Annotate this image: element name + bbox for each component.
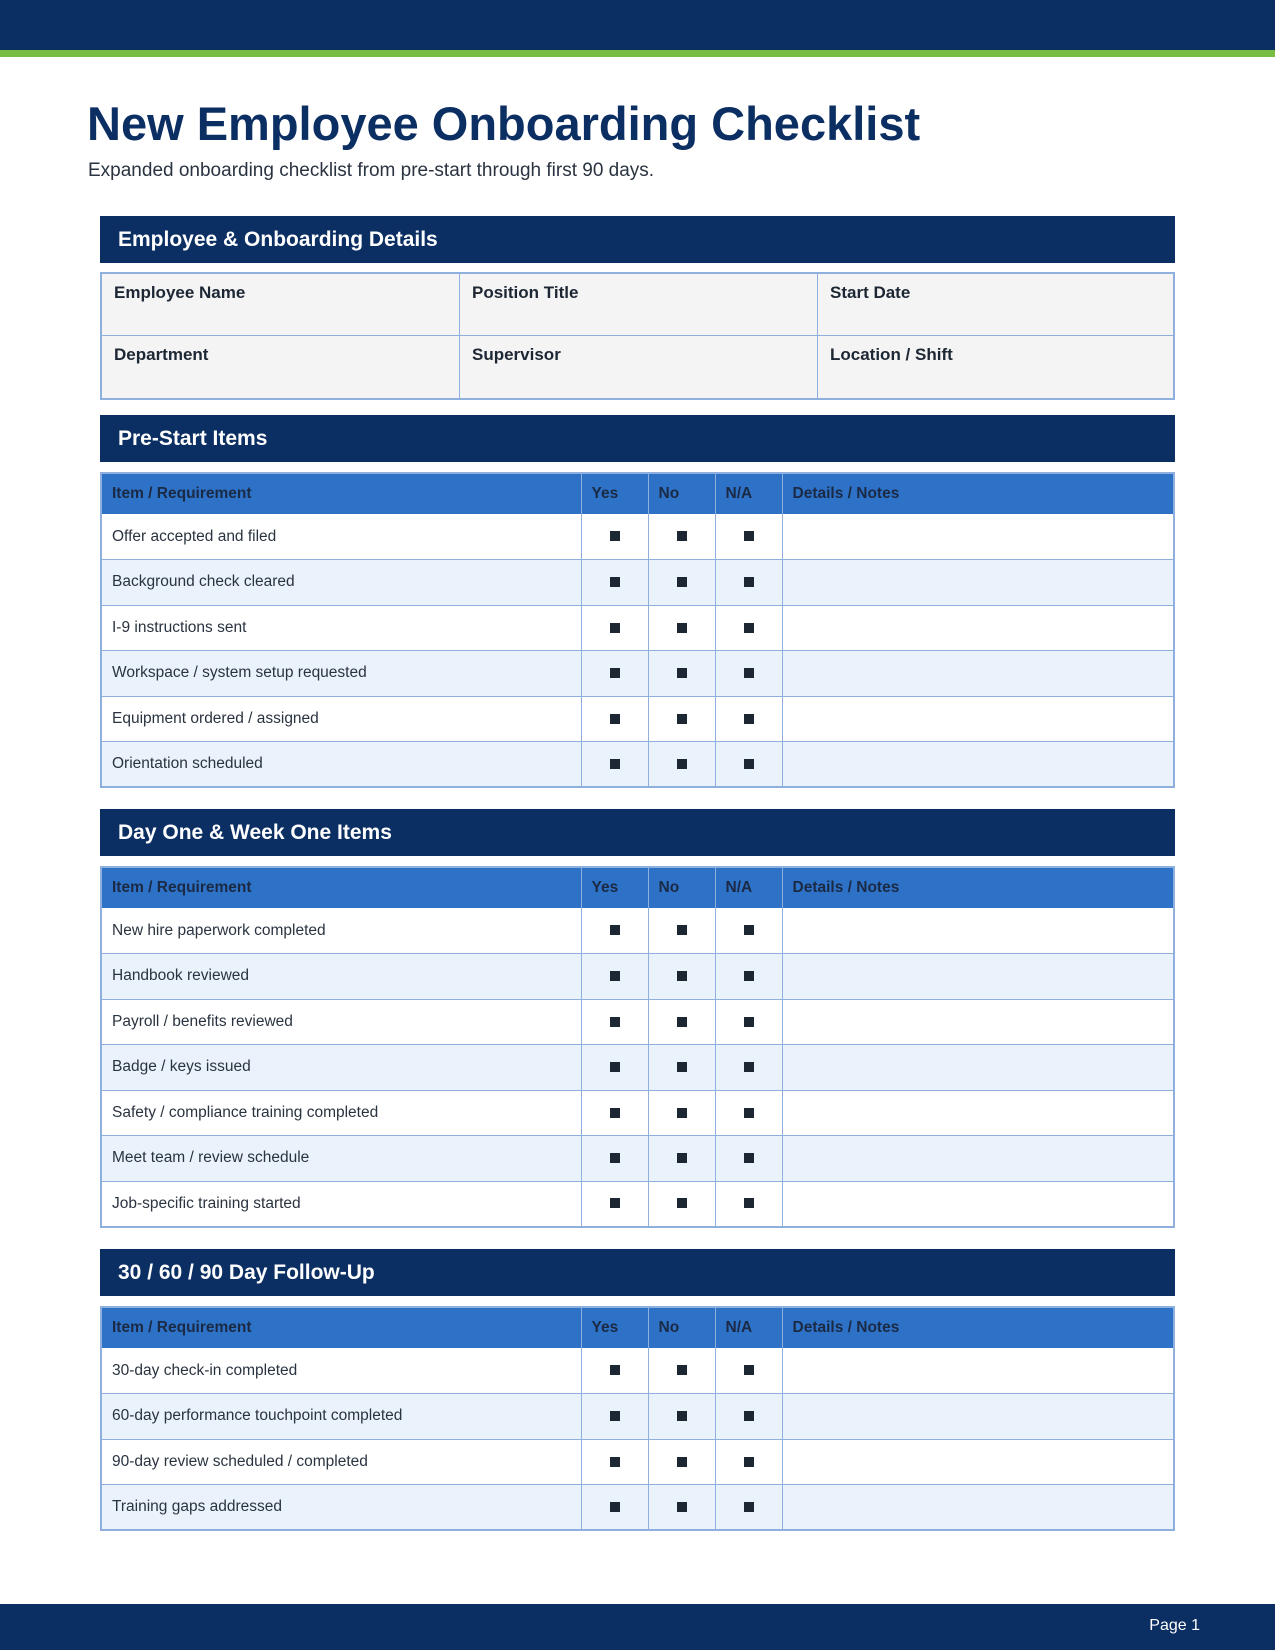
no-cell bbox=[648, 1348, 715, 1394]
na-cell bbox=[715, 696, 782, 742]
table-row bbox=[101, 605, 1174, 651]
item-cell bbox=[101, 1136, 581, 1182]
notes-field[interactable] bbox=[782, 1045, 1174, 1091]
yes-checkbox[interactable] bbox=[610, 1411, 620, 1421]
column-header-yes: Yes bbox=[581, 473, 648, 514]
yes-cell bbox=[581, 605, 648, 651]
yes-checkbox[interactable] bbox=[610, 1365, 620, 1375]
yes-checkbox[interactable] bbox=[610, 1502, 620, 1512]
yes-checkbox[interactable] bbox=[610, 971, 620, 981]
item-cell bbox=[101, 954, 581, 1000]
table-row bbox=[101, 1394, 1174, 1440]
no-cell bbox=[648, 605, 715, 651]
item-cell bbox=[101, 1485, 581, 1531]
yes-checkbox[interactable] bbox=[610, 1062, 620, 1072]
na-checkbox[interactable] bbox=[744, 577, 754, 587]
item-cell bbox=[101, 514, 581, 560]
page-subtitle: Expanded onboarding checklist from pre-start through first 90 days. bbox=[88, 160, 655, 181]
item-label: Equipment ordered / assigned bbox=[112, 709, 319, 727]
section-header-2: Day One & Week One Items bbox=[100, 809, 1175, 856]
section-header-1: Pre-Start Items bbox=[100, 415, 1175, 462]
notes-field[interactable] bbox=[782, 1136, 1174, 1182]
checklist-table-3 bbox=[100, 1306, 1175, 1531]
item-cell bbox=[101, 651, 581, 697]
item-cell bbox=[101, 1348, 581, 1394]
item-cell bbox=[101, 560, 581, 606]
yes-cell bbox=[581, 1394, 648, 1440]
yes-cell bbox=[581, 1136, 648, 1182]
na-checkbox[interactable] bbox=[744, 1457, 754, 1467]
na-cell bbox=[715, 1136, 782, 1182]
no-cell bbox=[648, 1439, 715, 1485]
no-checkbox[interactable] bbox=[677, 668, 687, 678]
notes-field[interactable] bbox=[782, 1348, 1174, 1394]
item-cell bbox=[101, 1045, 581, 1091]
item-label: Background check cleared bbox=[112, 573, 295, 591]
notes-field[interactable] bbox=[782, 560, 1174, 606]
table-row bbox=[101, 742, 1174, 788]
na-checkbox[interactable] bbox=[744, 623, 754, 633]
no-checkbox[interactable] bbox=[677, 1411, 687, 1421]
yes-checkbox[interactable] bbox=[610, 759, 620, 769]
no-cell bbox=[648, 514, 715, 560]
na-checkbox[interactable] bbox=[744, 925, 754, 935]
column-header-notes: Details / Notes bbox=[782, 867, 1174, 908]
no-cell bbox=[648, 1090, 715, 1136]
no-checkbox[interactable] bbox=[677, 1365, 687, 1375]
table-row bbox=[101, 1439, 1174, 1485]
notes-field[interactable] bbox=[782, 999, 1174, 1045]
page-title: New Employee Onboarding Checklist bbox=[87, 97, 921, 150]
field-start-date[interactable]: Start Date bbox=[818, 274, 1173, 336]
checklist-table-2 bbox=[100, 866, 1175, 1228]
na-checkbox[interactable] bbox=[744, 714, 754, 724]
item-label: Workspace / system setup requested bbox=[112, 664, 367, 682]
yes-cell bbox=[581, 742, 648, 788]
item-cell bbox=[101, 1181, 581, 1227]
yes-cell bbox=[581, 954, 648, 1000]
yes-cell bbox=[581, 1348, 648, 1394]
yes-cell bbox=[581, 514, 648, 560]
item-cell bbox=[101, 908, 581, 954]
yes-checkbox[interactable] bbox=[610, 714, 620, 724]
yes-cell bbox=[581, 651, 648, 697]
top-banner bbox=[0, 0, 1275, 50]
no-cell bbox=[648, 1045, 715, 1091]
notes-field[interactable] bbox=[782, 1394, 1174, 1440]
page-number: Page 1 bbox=[1149, 1617, 1200, 1634]
notes-field[interactable] bbox=[782, 514, 1174, 560]
item-label: Safety / compliance training completed bbox=[112, 1103, 379, 1121]
yes-checkbox[interactable] bbox=[610, 1198, 620, 1208]
na-checkbox[interactable] bbox=[744, 1365, 754, 1375]
table-row bbox=[101, 1136, 1174, 1182]
no-checkbox[interactable] bbox=[677, 1017, 687, 1027]
notes-field[interactable] bbox=[782, 1090, 1174, 1136]
na-cell bbox=[715, 1394, 782, 1440]
no-checkbox[interactable] bbox=[677, 1062, 687, 1072]
item-label: Orientation scheduled bbox=[112, 755, 263, 772]
item-label: Badge / keys issued bbox=[112, 1058, 251, 1076]
item-cell bbox=[101, 696, 581, 742]
column-header-no: No bbox=[648, 867, 715, 908]
item-label: Payroll / benefits reviewed bbox=[112, 1012, 293, 1030]
table-row bbox=[101, 696, 1174, 742]
column-header-na: N/A bbox=[715, 1307, 782, 1348]
no-cell bbox=[648, 999, 715, 1045]
na-checkbox[interactable] bbox=[744, 1411, 754, 1421]
section-header-3: 30 / 60 / 90 Day Follow-Up bbox=[100, 1249, 1175, 1296]
notes-field[interactable] bbox=[782, 908, 1174, 954]
yes-cell bbox=[581, 560, 648, 606]
yes-checkbox[interactable] bbox=[610, 623, 620, 633]
na-checkbox[interactable] bbox=[744, 971, 754, 981]
item-cell bbox=[101, 742, 581, 788]
item-cell bbox=[101, 1090, 581, 1136]
field-position-title[interactable]: Position Title bbox=[460, 274, 818, 336]
field-employee-name[interactable]: Employee Name bbox=[102, 274, 460, 336]
item-cell bbox=[101, 1439, 581, 1485]
na-checkbox[interactable] bbox=[744, 759, 754, 769]
table-row bbox=[101, 560, 1174, 606]
na-cell bbox=[715, 1181, 782, 1227]
no-cell bbox=[648, 1485, 715, 1531]
no-checkbox[interactable] bbox=[677, 759, 687, 769]
yes-checkbox[interactable] bbox=[610, 531, 620, 541]
column-header-yes: Yes bbox=[581, 1307, 648, 1348]
yes-checkbox[interactable] bbox=[610, 1457, 620, 1467]
na-checkbox[interactable] bbox=[744, 1062, 754, 1072]
column-header-notes: Details / Notes bbox=[782, 1307, 1174, 1348]
yes-cell bbox=[581, 1485, 648, 1531]
yes-checkbox[interactable] bbox=[610, 668, 620, 678]
no-cell bbox=[648, 1181, 715, 1227]
no-cell bbox=[648, 954, 715, 1000]
no-checkbox[interactable] bbox=[677, 1108, 687, 1118]
no-checkbox[interactable] bbox=[677, 577, 687, 587]
na-cell bbox=[715, 1485, 782, 1531]
field-department[interactable]: Department bbox=[102, 336, 460, 398]
na-checkbox[interactable] bbox=[744, 1017, 754, 1027]
yes-cell bbox=[581, 999, 648, 1045]
no-checkbox[interactable] bbox=[677, 1153, 687, 1163]
na-cell bbox=[715, 954, 782, 1000]
na-cell bbox=[715, 651, 782, 697]
table-row bbox=[101, 1181, 1174, 1227]
item-cell bbox=[101, 999, 581, 1045]
table-row bbox=[101, 1348, 1174, 1394]
no-checkbox[interactable] bbox=[677, 971, 687, 981]
na-checkbox[interactable] bbox=[744, 1108, 754, 1118]
na-checkbox[interactable] bbox=[744, 668, 754, 678]
table-row bbox=[101, 954, 1174, 1000]
na-cell bbox=[715, 1090, 782, 1136]
column-header-item: Item / Requirement bbox=[101, 473, 581, 514]
yes-checkbox[interactable] bbox=[610, 1108, 620, 1118]
no-cell bbox=[648, 908, 715, 954]
table-row bbox=[101, 514, 1174, 560]
no-checkbox[interactable] bbox=[677, 1502, 687, 1512]
item-label: Meet team / review schedule bbox=[112, 1149, 310, 1167]
no-checkbox[interactable] bbox=[677, 1457, 687, 1467]
yes-cell bbox=[581, 1090, 648, 1136]
field-supervisor[interactable]: Supervisor bbox=[460, 336, 818, 398]
footer-banner bbox=[0, 1604, 1275, 1650]
details-grid bbox=[100, 272, 1175, 400]
item-label: Job-specific training started bbox=[112, 1194, 301, 1212]
item-label: Offer accepted and filed bbox=[112, 527, 277, 545]
table-row bbox=[101, 908, 1174, 954]
item-label: 60-day performance touchpoint completed bbox=[112, 1407, 403, 1425]
notes-field[interactable] bbox=[782, 1485, 1174, 1531]
no-cell bbox=[648, 1136, 715, 1182]
yes-checkbox[interactable] bbox=[610, 925, 620, 935]
column-header-notes: Details / Notes bbox=[782, 473, 1174, 514]
notes-field[interactable] bbox=[782, 605, 1174, 651]
column-header-item: Item / Requirement bbox=[101, 867, 581, 908]
table-row bbox=[101, 999, 1174, 1045]
notes-field[interactable] bbox=[782, 742, 1174, 788]
notes-field[interactable] bbox=[782, 1181, 1174, 1227]
na-cell bbox=[715, 742, 782, 788]
top-accent-stripe bbox=[0, 50, 1275, 57]
column-header-yes: Yes bbox=[581, 867, 648, 908]
item-label: I-9 instructions sent bbox=[112, 618, 247, 636]
no-checkbox[interactable] bbox=[677, 925, 687, 935]
column-header-item: Item / Requirement bbox=[101, 1307, 581, 1348]
na-cell bbox=[715, 605, 782, 651]
yes-checkbox[interactable] bbox=[610, 577, 620, 587]
na-checkbox[interactable] bbox=[744, 1153, 754, 1163]
no-checkbox[interactable] bbox=[677, 623, 687, 633]
no-checkbox[interactable] bbox=[677, 714, 687, 724]
no-cell bbox=[648, 560, 715, 606]
item-label: 90-day review scheduled / completed bbox=[112, 1452, 368, 1470]
item-label: Handbook reviewed bbox=[112, 967, 250, 985]
notes-field[interactable] bbox=[782, 651, 1174, 697]
na-cell bbox=[715, 560, 782, 606]
na-cell bbox=[715, 1348, 782, 1394]
section-header-details: Employee & Onboarding Details bbox=[100, 216, 1175, 263]
notes-field[interactable] bbox=[782, 954, 1174, 1000]
column-header-no: No bbox=[648, 473, 715, 514]
table-row bbox=[101, 651, 1174, 697]
item-label: New hire paperwork completed bbox=[112, 921, 326, 939]
table-row bbox=[101, 1090, 1174, 1136]
na-checkbox[interactable] bbox=[744, 1198, 754, 1208]
na-checkbox[interactable] bbox=[744, 1502, 754, 1512]
no-checkbox[interactable] bbox=[677, 531, 687, 541]
item-cell bbox=[101, 1394, 581, 1440]
na-cell bbox=[715, 999, 782, 1045]
column-header-na: N/A bbox=[715, 473, 782, 514]
yes-cell bbox=[581, 1181, 648, 1227]
no-checkbox[interactable] bbox=[677, 1198, 687, 1208]
column-header-no: No bbox=[648, 1307, 715, 1348]
notes-field[interactable] bbox=[782, 1439, 1174, 1485]
yes-cell bbox=[581, 1439, 648, 1485]
item-label: Training gaps addressed bbox=[112, 1498, 283, 1515]
no-cell bbox=[648, 696, 715, 742]
na-cell bbox=[715, 1439, 782, 1485]
yes-cell bbox=[581, 908, 648, 954]
checklist-table-1 bbox=[100, 472, 1175, 788]
yes-cell bbox=[581, 1045, 648, 1091]
item-label: 30-day check-in completed bbox=[112, 1361, 298, 1379]
no-cell bbox=[648, 742, 715, 788]
no-cell bbox=[648, 1394, 715, 1440]
na-checkbox[interactable] bbox=[744, 531, 754, 541]
na-cell bbox=[715, 1045, 782, 1091]
item-cell bbox=[101, 605, 581, 651]
field-location-shift[interactable]: Location / Shift bbox=[830, 345, 953, 364]
no-cell bbox=[648, 651, 715, 697]
na-cell bbox=[715, 908, 782, 954]
table-row bbox=[101, 1485, 1174, 1531]
column-header-na: N/A bbox=[715, 867, 782, 908]
yes-checkbox[interactable] bbox=[610, 1017, 620, 1027]
yes-checkbox[interactable] bbox=[610, 1153, 620, 1163]
table-row bbox=[101, 1045, 1174, 1091]
na-cell bbox=[715, 514, 782, 560]
yes-cell bbox=[581, 696, 648, 742]
notes-field[interactable] bbox=[782, 696, 1174, 742]
